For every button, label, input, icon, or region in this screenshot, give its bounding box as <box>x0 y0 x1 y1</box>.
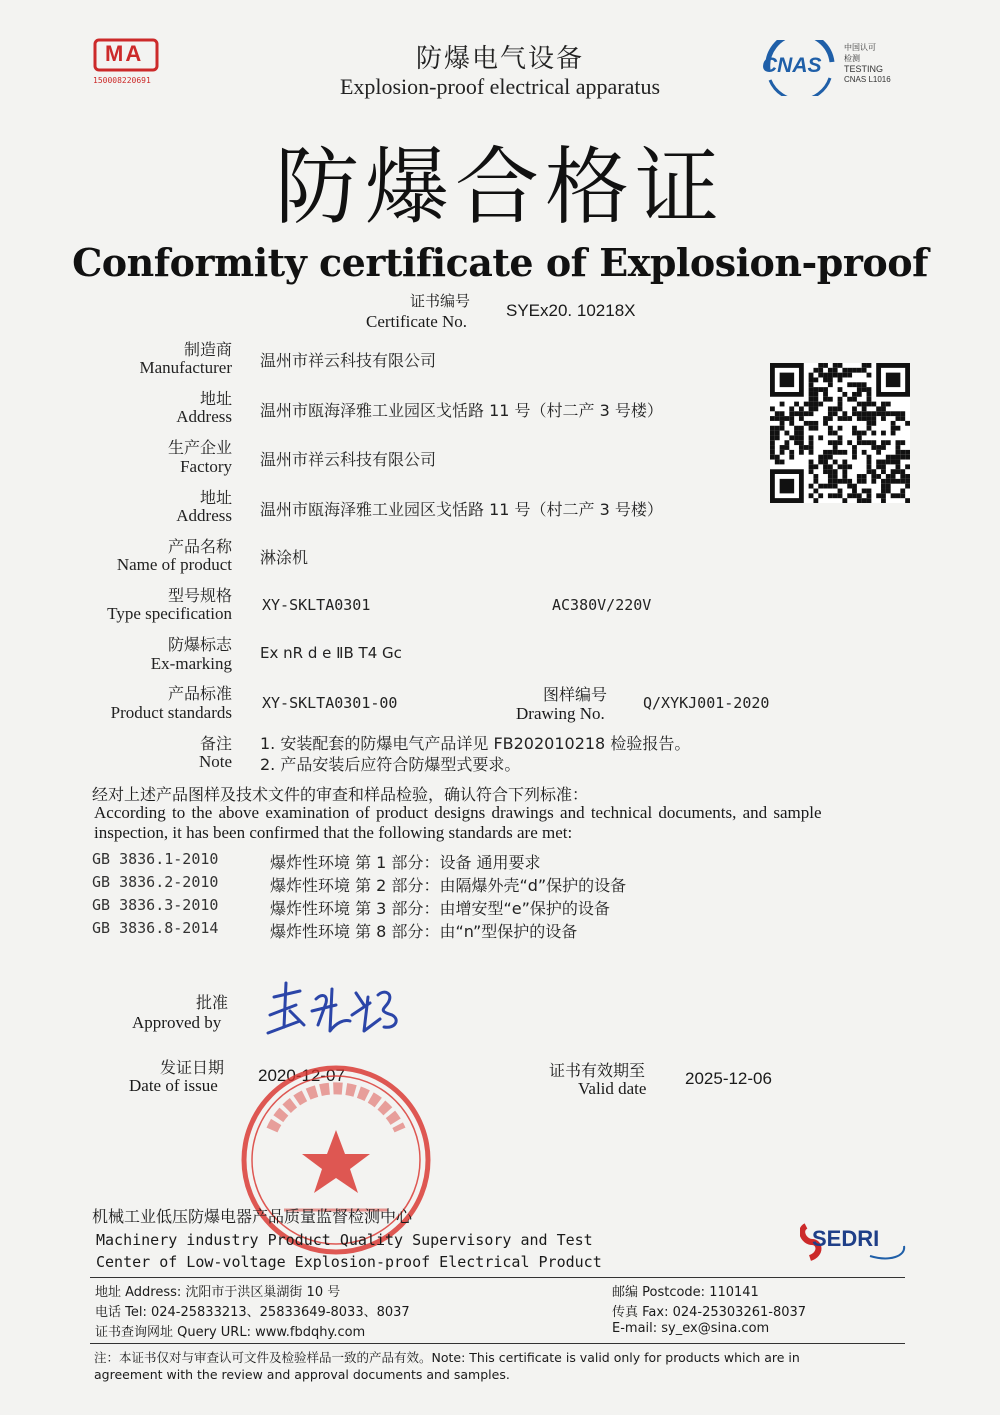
contact-url[interactable]: 证书查询网址 Query URL: www.fbdqhy.com <box>95 1325 366 1340</box>
product-std-label-cn: 产品标准 <box>167 684 232 703</box>
examination-cn: 经对上述产品图样及技术文件的审查和样品检验，确认符合下列标准： <box>92 785 589 804</box>
type-spec-voltage: AC380V/220V <box>552 596 652 614</box>
factory-label-en: Factory <box>180 457 232 476</box>
address2-value: 温州市瓯海泽雅工业园区戈恬路 11 号（村二产 3 号楼） <box>260 500 663 519</box>
certificate-label-cn: 证书编号 <box>410 292 471 310</box>
issuer-en-line2: Center of Low-voltage Explosion-proof Electrical Product <box>96 1253 602 1271</box>
issuer-cn: 机械工业低压防爆电器产品质量监督检测中心 <box>92 1207 413 1226</box>
category-cn: 防爆电气设备 <box>415 44 584 74</box>
issuer-en-line1: Machinery industry Product Quality Supervisory and Test <box>96 1231 593 1249</box>
certificate-label-en: Certificate No. <box>366 312 468 331</box>
ex-marking-label-cn: 防爆标志 <box>167 635 232 654</box>
valid-date-label-en: Valid date <box>578 1079 647 1098</box>
cma-logo-text: MA <box>105 41 144 66</box>
note-line-1: 1. 安装配套的防爆电气产品详见 FB202010218 检验报告。 <box>260 734 691 753</box>
address1-label-en: Address <box>176 407 232 426</box>
note-label-en: Note <box>198 752 232 771</box>
qr-code <box>770 360 910 506</box>
address1-value: 温州市瓯海泽雅工业园区戈恬路 11 号（村二产 3 号楼） <box>260 401 663 420</box>
manufacturer-label-en: Manufacturer <box>139 358 232 377</box>
type-spec-value: XY-SKLTA0301 <box>262 596 371 614</box>
contact-email[interactable]: E-mail: sy_ex@sina.com <box>612 1321 770 1336</box>
note-line-2: 2. 产品安装后应符合防爆型式要求。 <box>260 755 521 774</box>
issue-date-value: 2020-12-07 <box>258 1066 345 1085</box>
note-label-cn: 备注 <box>199 734 232 753</box>
footnote-line-2: agreement with the review and approval documents and samples. <box>94 1367 510 1382</box>
cnas-text: CNAS <box>762 54 822 77</box>
cnas-line3: TESTING <box>844 64 884 74</box>
cnas-line1: 中国认可 <box>844 43 876 52</box>
drawing-label-en: Drawing No. <box>516 704 605 723</box>
examination-en-line1: According to the above examination of product designs drawings and technical documents, and sample <box>94 803 822 822</box>
standard-code-4: GB 3836.8-2014 <box>92 919 219 937</box>
type-spec-label-cn: 型号规格 <box>167 586 232 605</box>
standard-code-1: GB 3836.1-2010 <box>92 850 219 868</box>
issue-date-label-cn: 发证日期 <box>160 1058 225 1077</box>
drawing-value: Q/XYKJ001-2020 <box>643 694 770 712</box>
product-name-value: 淋涂机 <box>260 548 309 567</box>
category-en: Explosion-proof electrical apparatus <box>339 74 661 99</box>
factory-label-cn: 生产企业 <box>167 438 232 457</box>
sedri-logo <box>800 1220 910 1264</box>
address2-label-cn: 地址 <box>199 488 232 507</box>
valid-date-value: 2025-12-06 <box>685 1069 772 1088</box>
certificate-number: SYEx20. 10218X <box>506 301 636 320</box>
title-en: Conformity certificate of Explosion-proof <box>72 240 928 285</box>
product-std-label-en: Product standards <box>110 703 232 722</box>
standard-desc-4: 爆炸性环境 第 8 部分：由“n”型保护的设备 <box>270 922 578 941</box>
product-std-value: XY-SKLTA0301-00 <box>262 694 398 712</box>
approved-label-cn: 批准 <box>196 993 229 1012</box>
sedri-logo-text: SEDRI <box>812 1226 880 1251</box>
cma-number: 150008220691 <box>93 76 151 85</box>
manufacturer-value: 温州市祥云科技有限公司 <box>260 351 437 370</box>
type-spec-label-en: Type specification <box>107 604 232 623</box>
address1-label-cn: 地址 <box>199 389 232 408</box>
drawing-label-cn: 图样编号 <box>543 685 608 704</box>
cnas-line2: 检测 <box>844 54 860 63</box>
product-name-label-cn: 产品名称 <box>167 537 232 556</box>
valid-date-label-cn: 证书有效期至 <box>549 1061 646 1080</box>
contact-tel: 电话 Tel: 024-25833213、25833649-8033、8037 <box>95 1305 410 1320</box>
approved-label-en: Approved by <box>132 1013 222 1032</box>
contact-postcode: 邮编 Postcode: 110141 <box>612 1285 759 1300</box>
ex-marking-value: Ex nR d e ⅡB T4 Gc <box>260 644 402 662</box>
standard-desc-2: 爆炸性环境 第 2 部分：由隔爆外壳“d”保护的设备 <box>270 876 627 895</box>
standard-code-3: GB 3836.3-2010 <box>92 896 219 914</box>
standard-code-2: GB 3836.2-2010 <box>92 873 219 891</box>
cnas-logo <box>760 40 910 96</box>
footnote-line-1: 注：本证书仅对与审查认可文件及检验样品一致的产品有效。Note: This certificate is valid only for products which are in <box>94 1350 800 1365</box>
title-cn: 防爆合格证 <box>274 138 725 236</box>
cnas-line4: CNAS L1016 <box>844 75 891 84</box>
official-stamp <box>236 1060 436 1260</box>
issue-date-label-en: Date of issue <box>129 1076 218 1095</box>
signature <box>260 975 420 1045</box>
standard-desc-3: 爆炸性环境 第 3 部分：由增安型“e”保护的设备 <box>270 899 610 918</box>
manufacturer-label-cn: 制造商 <box>183 340 232 359</box>
factory-value: 温州市祥云科技有限公司 <box>260 450 437 469</box>
ex-marking-label-en: Ex-marking <box>150 654 232 673</box>
contact-address: 地址 Address: 沈阳市于洪区巢湖街 10 号 <box>95 1285 341 1300</box>
address2-label-en: Address <box>176 506 232 525</box>
product-name-label-en: Name of product <box>116 555 232 574</box>
standard-desc-1: 爆炸性环境 第 1 部分：设备 通用要求 <box>270 853 541 872</box>
examination-en-line2: inspection, it has been confirmed that the following standards are met: <box>94 823 573 842</box>
contact-fax: 传真 Fax: 024-25303261-8037 <box>612 1305 807 1320</box>
